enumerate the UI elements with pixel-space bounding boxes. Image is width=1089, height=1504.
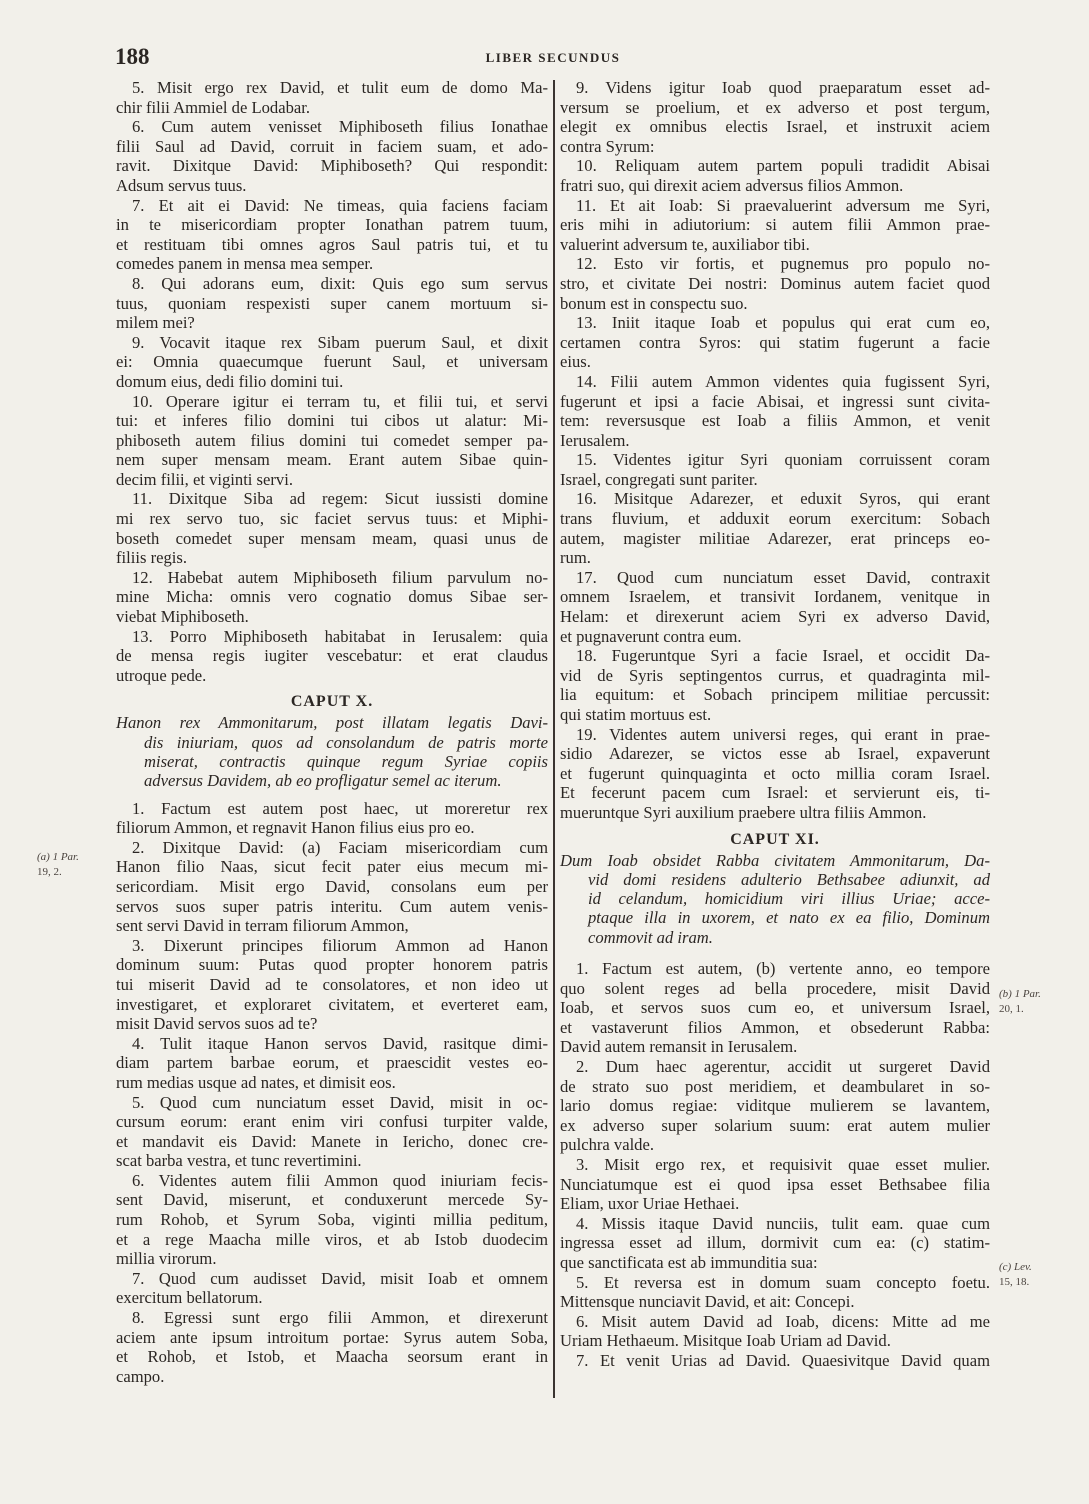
text-line: 5. Quod cum nunciatum esset David, misit in oc- [132,1092,548,1112]
chapter-heading: CAPUT XI. [730,830,820,848]
text-line: millia virorum. [116,1249,217,1269]
text-line: aciem ante ipsum introitum portae: Syrus autem Soba, [116,1327,548,1347]
text-line: 7. Et ait ei David: Ne timeas, quia faciens faciam [132,195,548,215]
text-line: et vastaverunt filios Ammon, et obsederunt Rabba: [560,1017,990,1037]
text-line: et mandavit eis David: Manete in Iericho, donec cre- [116,1131,548,1151]
text-line: scat barba vestra, et tunc revertimini. [116,1151,362,1171]
text-line: quo solent reges ad bella procedere, misit David [560,978,990,998]
text-line: 12. Esto vir fortis, et pugnemus pro populo no- [576,254,990,274]
text-line: 5. Et reversa est in domum suam concepto foetu. [576,1272,990,1292]
text-line: 6. Cum autem venisset Miphiboseth filius Ionathae [132,117,548,137]
text-line: utroque pede. [116,665,207,685]
text-line: pulchra valde. [560,1135,654,1155]
text-line: Adsum servus tuus. [116,175,247,195]
text-line: certamen contra Syros: qui statim fugerunt a facie [560,332,990,352]
verse-paragraph [560,156,990,195]
text-line: 4. Missis itaque David nunciis, tulit eam. quae cum [576,1213,990,1233]
text-line: vid de Syris septingentos currus, et quadraginta mil- [560,665,990,685]
text-line: qui statim mortuus est. [560,705,712,724]
right-column [560,78,990,1371]
text-line: Eliam, uxor Uriae Hethaei. [560,1194,740,1214]
text-line: filiorum Ammon, et regnavit Hanon filius eius pro eo. [116,818,475,838]
text-line: tem: reversusque est Ioab a filiis Ammon, et venit [560,411,990,431]
text-line: commovit ad iram. [588,927,713,947]
text-line: rum medias usque ad nates, et dimisit eos. [116,1072,396,1092]
text-line: eris mihi in adiutorium: si autem filii Ammon prae- [560,215,990,235]
text-line: Hanon rex Ammonitarum, post illatam legatis Davi- [116,713,548,733]
text-line: 19. Videntes autem universi reges, qui erant in prae- [576,724,990,744]
text-line: misit David servos suos ad te? [116,1014,318,1034]
verse-paragraph [560,1312,990,1351]
margin-note-a [37,850,79,880]
text-line: mi rex servo tuo, sic faciet servus tuus: et Miphi- [116,509,548,529]
verse-paragraph [560,489,990,567]
text-line: sent David, miserunt, et conduxerunt mercede Sy- [116,1190,548,1210]
text-line: tuus, quoniam respexisti super canem mortuum si- [116,293,548,313]
margin-note-line: (c) Lev. [999,1261,1032,1273]
running-title: LIBER SECUNDUS [485,50,621,65]
text-line: investigaret, et exploraret civitatem, et everteret eam, [116,994,548,1014]
text-line: valuerint adversum te, auxiliabor tibi. [560,234,810,254]
text-line: rum Rohob, et Syrum Soba, viginti millia peditum, [116,1210,548,1230]
text-line: id celandum, homicidium viri illius Uriae; acce- [588,889,990,909]
verse-paragraph [560,568,990,646]
left-column [116,78,548,1386]
text-line: sericordiam. Misit ergo David, consolans eum per [116,876,548,896]
text-line: de mensa regis iugiter vescebatur: et erat claudus [116,646,548,666]
text-line: 10. Reliquam autem partem populi tradidit Abisai [576,156,990,176]
verse-paragraph [116,117,548,195]
text-line: 14. Filii autem Ammon videntes quia fugissent Syri, [576,371,990,391]
text-line: fugerunt et ipsi a facie Abisai, et ingressi sunt civita- [560,391,990,411]
text-line: sidio Adarezer, se victos esse ab Israel, expaverunt [560,744,990,764]
text-line: Hanon filio Naas, sicut fecit pater eius mecum mi- [116,857,548,877]
text-line: mine Micha: omnis vero cognatio domus Sibae ser- [116,587,548,607]
text-line: Helam: et direxerunt aciem Syri ex adverso David, [560,607,990,627]
text-line: tui: et inferes filio domini tui cibos ut alatur: Mi- [116,411,548,431]
text-line: 18. Fugeruntque Syri a facie Israel, et occidit Da- [576,646,990,666]
margin-note-line: (b) 1 Par. [999,988,1041,1000]
text-line: ptaque illa in uxorem, et nato ex ea filio, Dominum [588,908,990,928]
text-line: lia equitum: et Sobach principem militiae percussit: [560,685,990,705]
text-line: 6. Videntes autem filii Ammon quod iniuriam fecis- [132,1170,548,1190]
verse-paragraph [560,313,990,372]
text-line: 6. Misit autem David ad Ioab, dicens: Mitte ad me [576,1311,990,1331]
verse-paragraph [560,1057,990,1155]
text-line: 3. Misit ergo rex, et requisivit quae esset mulier. [576,1154,990,1174]
text-line: 1. Factum est autem post haec, ut moreretur rex [132,798,548,818]
text-line: autem, magister militiae Adarezer, erat princeps eo- [560,528,990,548]
text-line: diam partem barbae eorum, et praescidit vestes eo- [116,1053,548,1073]
verse-paragraph [116,78,548,117]
text-line: ei: Omnia quaecumque fuerunt Saul, et universam [116,352,548,372]
text-line: 13. Iniit itaque Ioab et populus qui erat cum eo, [576,313,990,333]
text-line: miserat, contractis quinque regum Syriae copiis [144,752,548,771]
verse-paragraph [116,274,548,333]
text-line: lario domus regiae: viditque mulierem se lavantem, [560,1096,990,1116]
text-line: et a rege Maacha mille viros, et ab Istob duodecim [116,1229,548,1249]
text-line: ex adverso super solarium suum: erat autem mulier [560,1115,990,1135]
text-line: et pugnaverunt contra eum. [560,626,742,646]
page-number: 188 [115,44,150,69]
verse-paragraph [116,799,548,838]
text-line: Nunciatumque est ei quod ipsa esset Bethsabee filia [560,1174,990,1194]
chapter-heading: CAPUT X. [290,693,374,711]
margin-note-line: (a) 1 Par. [37,851,79,863]
text-line: que sanctificata est ab immunditia sua: [560,1252,818,1272]
text-line: Israel, congregati sunt pariter. [560,469,758,489]
verse-paragraph [560,1155,990,1214]
verse-paragraph [560,196,990,255]
verse-paragraph [116,838,548,936]
text-line: dis iniuriam, quos ad consolandum de patris morte [144,732,548,752]
verse-paragraph [116,568,548,627]
text-line: in te misericordiam propter Ionathan patrem tuum, [116,215,548,235]
text-line: 13. Porro Miphiboseth habitabat in Ierusalem: quia [132,626,548,646]
text-line: viebat Miphiboseth. [116,607,249,627]
verse-paragraph [560,1273,990,1312]
text-line: 2. Dum haec agerentur, accidit ut surgeret David [576,1057,990,1077]
text-line: boseth comedet super mensam meam, quasi unus de [116,528,548,548]
column-divider [553,80,555,1398]
text-line: versum se proelium, et ex adverso et post tergum, [560,97,990,117]
text-line: exercitum bellatorum. [116,1288,263,1308]
text-line: 12. Habebat autem Miphiboseth filium parvulum no- [132,567,548,587]
text-line: ravit. Dixitque David: Miphiboseth? Qui respondit: [116,156,548,176]
text-line: et restituam tibi omnes agros Saul patris tui, et tu [116,234,548,254]
verse-paragraph [116,1093,548,1171]
text-line: 8. Egressi sunt ergo filii Ammon, et direxerunt [132,1308,548,1328]
text-line: domum eius, dedi filio domini tui. [116,371,344,391]
verse-paragraph [116,936,548,1034]
text-line: filiis regis. [116,548,187,568]
margin-note-b [999,987,1041,1017]
verse-paragraph [116,196,548,274]
text-line: mueruntque Syri auxilium praebere ultra filiis Ammon. [560,802,927,822]
verse-paragraph [116,333,548,392]
text-line: phiboseth autem filius domini tui comedet semper pa- [116,430,548,450]
text-line: rum. [560,548,591,568]
text-line: eius. [560,352,591,372]
text-line: 9. Videns igitur Ioab quod praeparatum esset ad- [576,78,990,97]
text-line: 16. Misitque Adarezer, et eduxit Syros, qui erant [576,489,990,509]
text-line: nem super mensam meam. Erant autem Sibae quin- [116,450,548,470]
text-line: 11. Et ait Ioab: Si praevaluerint adversum me Syri, [576,195,990,215]
text-line: contra Syrum: [560,136,655,156]
text-line: Et fecerunt pacem cum Israel: et servierunt eis, ti- [560,783,990,803]
text-line: 17. Quod cum nunciatum esset David, contraxit [576,567,990,587]
verse-paragraph [116,1269,548,1308]
text-line: Uriam Hethaeum. Misitque Ioab Uriam ad David. [560,1331,891,1351]
verse-paragraph [560,1351,990,1371]
text-line: David autem remansit in Ierusalem. [560,1037,798,1057]
margin-note-line: 20, 1. [999,1003,1024,1015]
text-line: 3. Dixerunt principes filiorum Ammon ad Hanon [132,935,548,955]
margin-note-line: 19, 2. [37,866,62,878]
text-line: et Rohob, et Istob, et Maacha seorsum erant in [116,1347,548,1367]
text-line: cursum eorum: erant enim viri confusi turpiter valde, [116,1112,548,1132]
text-line: decim filii, et viginti servi. [116,469,293,489]
text-line: vid domi residens adulterio Bethsabee adiunxit, ad [588,869,990,889]
text-line: 2. Dixitque David: (a) Faciam misericordiam cum [132,837,548,857]
text-line: omnem Israelem, et transivit Iordanem, venitque in [560,587,990,607]
text-line: 9. Vocavit itaque rex Sibam puerum Saul, et dixit [132,332,548,352]
text-line: 4. Tulit itaque Hanon servos David, rasitque dimi- [132,1033,548,1053]
text-line: 15. Videntes igitur Syri quoniam corruissent coram [576,450,990,470]
text-line: Ierusalem. [560,430,630,450]
text-line: chir filii Ammiel de Lodabar. [116,97,311,117]
text-line: campo. [116,1366,165,1386]
text-line: Mittensque nunciavit David, et ait: Concepi. [560,1292,855,1312]
verse-paragraph [560,725,990,823]
verse-paragraph [560,372,990,450]
text-line: de strato suo post meridiem, et deambularet in so- [560,1076,990,1096]
text-line: elegit ex omnibus electis Israel, et instruxit aciem [560,117,990,137]
text-line: sent servi David in terram filiorum Ammon, [116,916,409,936]
text-line: fratri suo, qui direxit aciem adversus filios Ammon. [560,175,904,195]
chapter-summary [116,713,548,790]
text-line: filii Saul ad David, corruit in faciem suam, et ado- [116,136,548,156]
text-line: trans fluvium, et adduxit eorum exercitum: Sobach [560,509,990,529]
margin-note-c [999,1260,1032,1290]
text-line: 1. Factum est autem, (b) vertente anno, eo tempore [576,959,990,979]
text-line: milem mei? [116,313,195,333]
text-line: ingressa esset ad illum, dormivit cum ea: (c) statim- [560,1233,990,1253]
verse-paragraph [560,78,990,156]
verse-paragraph [560,646,990,724]
text-line: comedes panem in mensa mea semper. [116,254,374,274]
verse-paragraph [560,254,990,313]
text-line: 8. Qui adorans eum, dixit: Quis ego sum servus [132,273,548,293]
text-line: dominum suum: Putas quod propter honorem patris [116,955,548,975]
text-line: bonum est in conspectu suo. [560,293,748,313]
text-line: 5. Misit ergo rex David, et tulit eum de domo Ma- [132,78,548,97]
text-line: tui miserit David ad te consolatores, et non ideo ut [116,974,548,994]
text-line: Ioab, et servos suos cum eo, et universum Israel, [560,998,990,1018]
text-line: 7. Quod cum audisset David, misit Ioab et omnem [132,1268,548,1288]
text-line: servos suos super patris interitu. Cum autem venis- [116,896,548,916]
text-line: et fugerunt quinquaginta et octo millia coram Israel. [560,763,990,783]
text-line: 7. Et venit Urias ad David. Quaesivitque David quam [576,1350,990,1370]
margin-note-line: 15, 18. [999,1276,1030,1288]
chapter-summary [560,851,990,947]
text-line: Dum Ioab obsidet Rabba civitatem Ammonitarum, Da- [560,850,990,870]
verse-paragraph [116,1171,548,1269]
verse-paragraph [116,489,548,567]
text-line: adversus Davidem, ab eo profligatur semel ac iterum. [144,771,502,791]
verse-paragraph [116,1308,548,1386]
verse-paragraph [560,959,990,1057]
text-line: stro, et civitate Dei nostri: Dominus autem faciet quod [560,273,990,293]
verse-paragraph [116,392,548,490]
text-line: 11. Dixitque Siba ad regem: Sicut iussisti domine [132,489,548,509]
verse-paragraph [560,1214,990,1273]
verse-paragraph [560,450,990,489]
text-line: 10. Operare igitur ei terram tu, et filii tui, et servi [132,391,548,411]
verse-paragraph [116,1034,548,1093]
verse-paragraph [116,627,548,686]
